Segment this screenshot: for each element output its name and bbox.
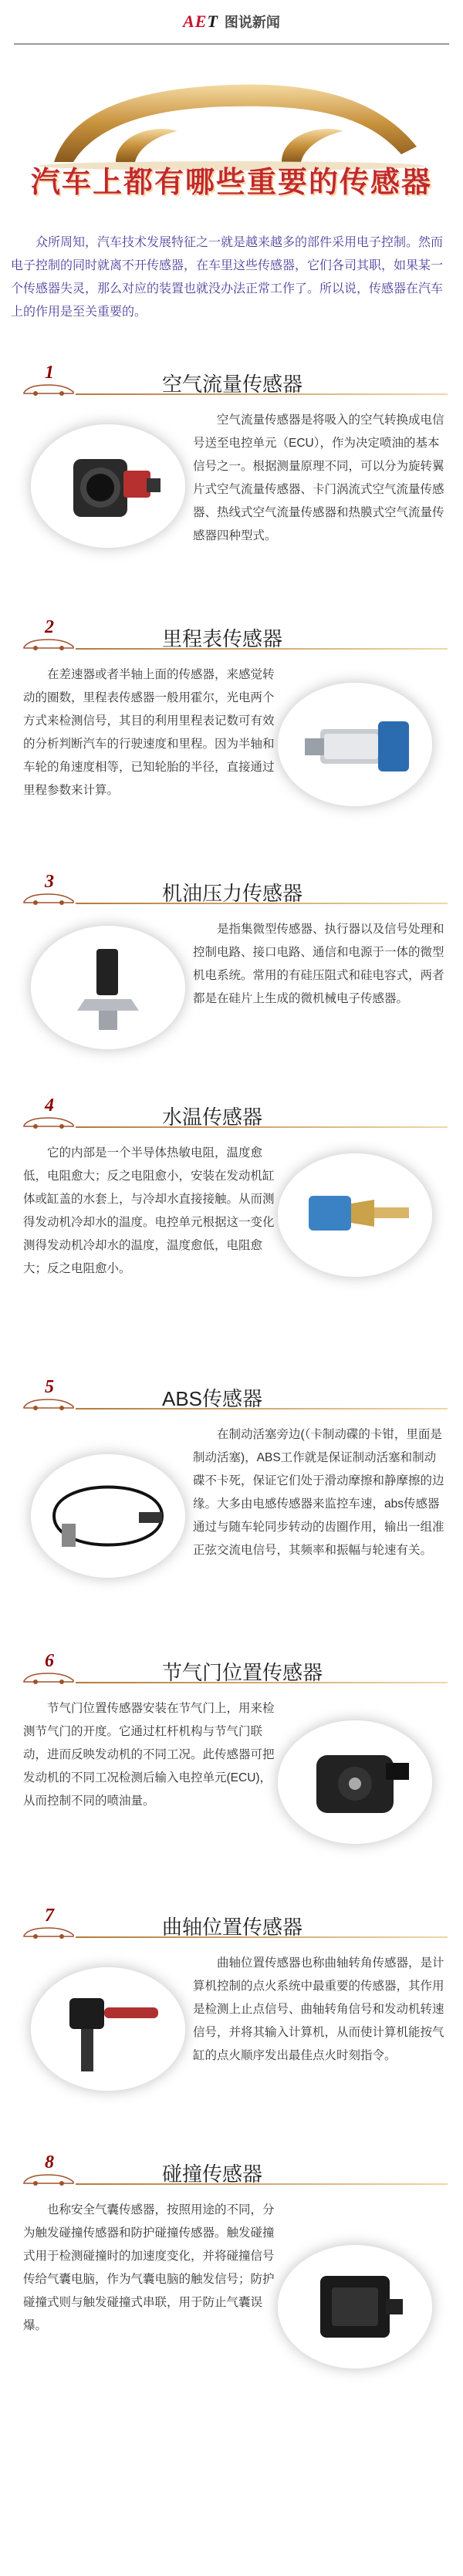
section-8 (0, 2152, 463, 2332)
section-2 (0, 617, 463, 797)
section-header (0, 617, 463, 656)
abs-sensor-image (31, 1454, 185, 1578)
car-icon (22, 637, 76, 651)
section-header (0, 1377, 463, 1416)
car-icon (22, 1926, 76, 1940)
car-icon (22, 1397, 76, 1411)
crash-sensor-image (278, 2245, 432, 2368)
section-title: 里程表传感器 (162, 627, 283, 650)
section-5 (0, 1377, 463, 1557)
section-text: 也称安全气囊传感器，按照用途的不同，分为触发碰撞传感器和防护碰撞传感器。触发碰撞式用于检测碰撞时的加速度变化，并将碰撞信号传给气囊电脑，作为气囊电脑的触发信号；防护碰撞式则与触发碰撞式串联，用于防止气囊误爆。 (23, 2203, 275, 2332)
section-text: 在差速器或者半轴上面的传感器，来感觉转动的圈数，里程表传感器一般用霍尔，光电两个方式来检测信号，其目的利用里程表记数可有效的分析判断汽车的行驶速度和里程。因为半轴和车轮的角速度相等，已知轮胎的半径，直接通过里程参数来计算。 (23, 668, 275, 797)
section-text: 节气门位置传感器安装在节气门上，用来检测节气门的开度。它通过杠杆机构与节气门联动，进而反映发动机的不同工况。此传感器可把发动机的不同工况检测后输入电控单元(ECU)，从而控制不同的喷油量。 (23, 1702, 275, 1808)
car-icon (22, 892, 76, 906)
section-header (0, 872, 463, 910)
section-3 (0, 872, 463, 1005)
section-header (0, 1906, 463, 1944)
water-temp-sensor-image (278, 1153, 432, 1277)
car-icon (22, 383, 76, 397)
section-title: 碰撞传感器 (162, 2162, 263, 2186)
car-icon (22, 1671, 76, 1685)
section-header (0, 363, 463, 401)
section-text: 在制动活塞旁边(（卡制动碟的卡钳，里面是制动活塞)，ABS工作就是保证制动活塞和制动碟不卡死，保证它们处于滑动摩擦和静摩擦的边缘。大多由电感传感器来监控车速，abs传感器通过与随车轮同步转动的齿圈作用，输出一组准正弦交流电信号，其频率和振幅与轮速有关。 (193, 1428, 444, 1557)
section-title: 机油压力传感器 (162, 882, 303, 905)
section-header (0, 1096, 463, 1134)
crankshaft-sensor-image (31, 1967, 185, 2091)
section-header (0, 2152, 463, 2191)
section-number: 2 (45, 617, 54, 637)
section-number: 5 (45, 1377, 54, 1397)
oil-pressure-sensor-image (31, 926, 185, 1049)
car-icon (22, 1116, 76, 1129)
section-text: 空气流量传感器是将吸入的空气转换成电信号送至电控单元（ECU），作为决定喷油的基本信号之一。根据测量原理不同，可以分为旋转翼片式空气流量传感器、卡门涡流式空气流量传感器、热线式空气流量传感器和热膜式空气流量传感器四种型式。 (193, 414, 444, 542)
header-tag: 图说新闻 (224, 15, 280, 30)
car-icon (22, 2173, 76, 2186)
air-flow-sensor-image (31, 424, 185, 548)
intro-paragraph: 众所周知，汽车技术发展特征之一就是越来越多的部件采用电子控制。然而电子控制的同时就离不开传感器，在车里这些传感器，它们各司其职，如果某一个传感器失灵，那么对应的装置也就没办法正常工作了。所以说，传感器在汽车上的作用是至关重要的。 (11, 236, 444, 319)
section-title: 水温传感器 (162, 1106, 263, 1129)
speed-sensor-image (278, 683, 432, 806)
section-number: 4 (45, 1096, 54, 1116)
section-text: 曲轴位置传感器也称曲轴转角传感器，是计算机控制的点火系统中最重要的传感器，其作用是检测上止点信号、曲轴转角信号和发动机转速信号，并将其输入计算机，从而使计算机能按气缸的点火顺序发出最佳点火时刻指令。 (193, 1956, 444, 2062)
section-number: 1 (45, 363, 54, 383)
throttle-sensor-image (278, 1720, 432, 1844)
header (0, 0, 463, 43)
section-title: 曲轴位置传感器 (162, 1916, 303, 1939)
section-text: 是指集微型传感器、执行器以及信号处理和控制电路、接口电路、通信和电源于一体的微型机电系统。常用的有硅压阻式和硅电容式，两者都是在硅片上生成的微机械电子传感器。 (193, 923, 444, 1005)
page-title: 汽车上都有哪些重要的传感器 (30, 167, 432, 199)
section-header (0, 1651, 463, 1690)
section-title: ABS传感器 (162, 1387, 263, 1410)
section-6 (0, 1651, 463, 1808)
section-4 (0, 1096, 463, 1275)
section-7 (0, 1906, 463, 2062)
aet-logo: AET (183, 12, 218, 31)
section-number: 8 (45, 2152, 54, 2173)
section-title: 节气门位置传感器 (162, 1661, 323, 1684)
section-number: 6 (45, 1651, 54, 1671)
section-number: 7 (45, 1906, 54, 1926)
section-title: 空气流量传感器 (162, 373, 303, 396)
header-rule (14, 43, 449, 45)
section-1 (0, 363, 463, 542)
section-number: 3 (45, 872, 54, 892)
section-text: 它的内部是一个半导体热敏电阻，温度愈低，电阻愈大；反之电阻愈小，安装在发动机缸体或缸盖的水套上，与冷却水直接接触。从而测得发动机冷却水的温度。电控单元根据这一变化测得发动机冷却水的温度，温度愈低，电阻愈大；反之电阻愈小。 (23, 1146, 275, 1275)
